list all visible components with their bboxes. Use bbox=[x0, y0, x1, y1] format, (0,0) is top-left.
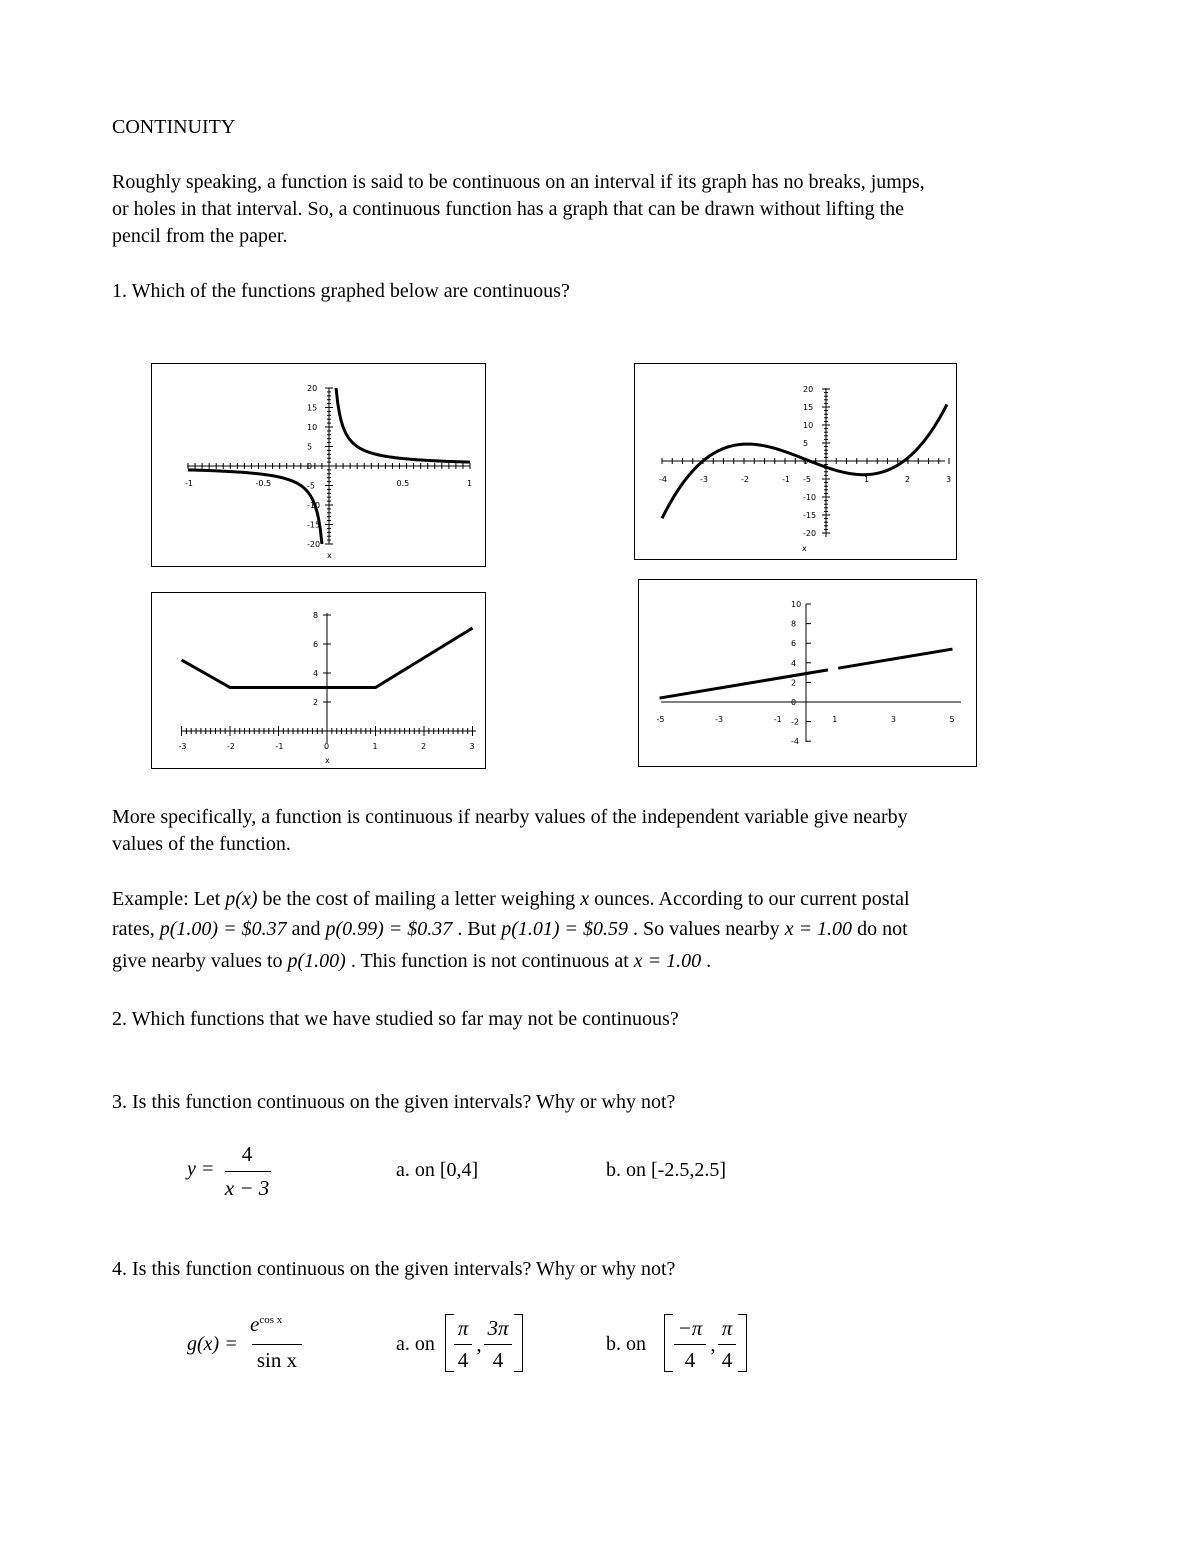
y-tick-label: 2 bbox=[791, 678, 797, 688]
math-x: x bbox=[580, 888, 590, 910]
x-tick-label: -3 bbox=[178, 742, 187, 751]
x-tick-label: 3 bbox=[946, 475, 952, 484]
y-tick-label: 0 bbox=[791, 698, 797, 707]
example-text: do not bbox=[852, 918, 908, 940]
q4a-n1: π bbox=[457, 1316, 469, 1340]
y-tick-label: 6 bbox=[313, 640, 319, 649]
x-tick-label: -0.5 bbox=[255, 479, 272, 488]
y-tick-label: 5 bbox=[307, 442, 313, 452]
q4b-right-bracket bbox=[738, 1314, 747, 1372]
x-tick-label: -3 bbox=[700, 475, 708, 484]
q4a-d1: 4 bbox=[457, 1348, 469, 1372]
more-line-1: More specifically, a function is continuous if nearby values of the independent variable give nearby bbox=[112, 806, 908, 828]
q3-interval-b: b. on [-2.5,2.5] bbox=[606, 1159, 726, 1181]
line-segment-right bbox=[838, 649, 952, 668]
y-tick-label: -15 bbox=[307, 520, 321, 530]
y-tick-label: 10 bbox=[803, 421, 814, 430]
graph-cubic bbox=[634, 363, 957, 560]
example-text: ounces. According to our current postal bbox=[589, 888, 910, 910]
x-tick-label: 1 bbox=[832, 715, 838, 724]
question-2: 2. Which functions that we have studied so far may not be continuous? bbox=[112, 1008, 679, 1030]
q4a-d2: 4 bbox=[492, 1348, 504, 1372]
example-line-3 bbox=[112, 948, 711, 975]
y-tick-label: -10 bbox=[803, 493, 817, 502]
q4-numerator bbox=[250, 1312, 304, 1337]
y-tick-label: 2 bbox=[313, 698, 319, 707]
x-tick-label: -1 bbox=[773, 715, 782, 724]
graph-piecewise-svg bbox=[152, 593, 485, 768]
more-line-2: values of the function. bbox=[112, 833, 291, 855]
q4-denominator: sin x bbox=[256, 1348, 298, 1372]
q4a-bar2 bbox=[484, 1344, 512, 1345]
q3-interval-a: a. on [0,4] bbox=[396, 1159, 479, 1181]
y-tick-label: 4 bbox=[791, 658, 797, 668]
question-4: 4. Is this function continuous on the given intervals? Why or why not? bbox=[112, 1258, 676, 1280]
y-tick-label: 8 bbox=[313, 611, 319, 620]
example-text: and bbox=[286, 918, 326, 940]
math-p-1-00: p(1.00) = $0.37 bbox=[159, 918, 287, 940]
q3-fraction-bar bbox=[225, 1171, 271, 1172]
page-title: CONTINUITY bbox=[112, 116, 236, 138]
example-text: give nearby values to bbox=[112, 950, 288, 972]
y-tick-label: -20 bbox=[307, 540, 321, 549]
x-tick-label: 2 bbox=[421, 742, 427, 751]
example-text: . So values nearby bbox=[628, 918, 785, 940]
q3-lhs: y = bbox=[187, 1158, 215, 1180]
y-tick-label: 8 bbox=[791, 619, 797, 629]
y-tick-label: 20 bbox=[307, 384, 318, 393]
x-tick-label: -2 bbox=[227, 742, 235, 751]
math-x-equals: x = 1.00 bbox=[784, 918, 853, 940]
x-tick-label: 3 bbox=[890, 715, 896, 724]
q4b-comma: , bbox=[710, 1332, 716, 1356]
y-tick-label: -2 bbox=[791, 717, 799, 727]
graph-cubic-svg bbox=[635, 364, 956, 559]
graph-hyperbola bbox=[151, 363, 486, 567]
q4a-bar1 bbox=[454, 1344, 472, 1345]
graph-piecewise bbox=[151, 592, 486, 769]
math-p-0-99: p(0.99) = $0.37 bbox=[325, 918, 453, 940]
x-tick-label: 1 bbox=[467, 479, 473, 488]
example-text: . But bbox=[452, 918, 502, 940]
x-tick-label: -2 bbox=[741, 475, 749, 484]
x-tick-label: 1 bbox=[864, 475, 870, 484]
y-tick-label: 5 bbox=[803, 439, 809, 448]
x-axis-label: x bbox=[325, 756, 330, 765]
q4a-n2: 3π bbox=[487, 1316, 509, 1340]
q4-num-base: e bbox=[250, 1312, 260, 1336]
q4-num-exponent: cos x bbox=[259, 1314, 283, 1326]
y-tick-label: -4 bbox=[791, 737, 799, 747]
example-text: be the cost of mailing a letter weighing bbox=[257, 888, 581, 910]
graph-line-with-gap bbox=[638, 579, 977, 767]
graph-line-with-gap-svg bbox=[639, 580, 976, 766]
y-tick-label: 0 bbox=[803, 457, 809, 466]
q4b-label: b. on bbox=[606, 1333, 646, 1355]
y-tick-label: -10 bbox=[307, 501, 321, 510]
x-tick-label: -1 bbox=[782, 475, 790, 484]
example-text: rates, bbox=[112, 918, 160, 940]
y-tick-label: 6 bbox=[791, 639, 797, 649]
y-tick-label: 4 bbox=[313, 669, 319, 678]
x-axis-label: x bbox=[327, 551, 332, 560]
x-tick-label: 0.5 bbox=[396, 479, 410, 488]
x-tick-label: 3 bbox=[469, 742, 475, 751]
example-line-2 bbox=[112, 916, 908, 943]
y-tick-label: 15 bbox=[803, 403, 814, 412]
y-tick-label: -20 bbox=[803, 529, 817, 538]
q4b-bar2 bbox=[718, 1344, 736, 1345]
q4-lhs: g(x) = bbox=[187, 1333, 238, 1355]
q4b-d2: 4 bbox=[721, 1348, 733, 1372]
intro-line-3: pencil from the paper. bbox=[112, 225, 288, 247]
x-tick-label: 0 bbox=[324, 742, 330, 751]
y-tick-label: 0 bbox=[307, 462, 313, 471]
x-tick-label: 5 bbox=[949, 715, 955, 724]
y-tick-label: 10 bbox=[791, 600, 802, 609]
question-3: 3. Is this function continuous on the given intervals? Why or why not? bbox=[112, 1091, 676, 1113]
q4b-bar1 bbox=[674, 1344, 706, 1345]
q4a-comma: , bbox=[476, 1332, 482, 1356]
math-p-1-00: p(1.00) bbox=[287, 950, 346, 972]
x-tick-label: -1 bbox=[185, 479, 193, 488]
example-text: . bbox=[701, 950, 712, 972]
y-tick-label: -15 bbox=[803, 511, 817, 520]
example-line-1 bbox=[112, 886, 910, 913]
q3-numerator: 4 bbox=[241, 1142, 253, 1166]
q4b-n2: π bbox=[721, 1316, 733, 1340]
q4a-right-bracket bbox=[514, 1314, 523, 1372]
x-tick-label: -3 bbox=[715, 715, 724, 724]
x-tick-label: -5 bbox=[656, 715, 665, 724]
y-tick-label: -5 bbox=[307, 481, 315, 491]
x-tick-label: 2 bbox=[905, 475, 911, 484]
q4a-label: a. on bbox=[396, 1333, 435, 1355]
y-tick-label: 15 bbox=[307, 403, 318, 413]
x-axis-label: x bbox=[802, 544, 807, 553]
math-x-equals: x = 1.00 bbox=[633, 950, 702, 972]
y-tick-label: 10 bbox=[307, 423, 318, 432]
y-tick-label: 20 bbox=[803, 385, 814, 394]
math-p-1-01: p(1.01) = $0.59 bbox=[501, 918, 629, 940]
intro-line-2: or holes in that interval. So, a continuous function has a graph that can be drawn without lifting the bbox=[112, 198, 905, 220]
y-tick-label: -5 bbox=[803, 475, 811, 484]
question-1: 1. Which of the functions graphed below are continuous? bbox=[112, 280, 570, 302]
q4b-n1: −π bbox=[677, 1316, 703, 1340]
example-lead: Example: Let bbox=[112, 888, 226, 910]
curve-right-branch bbox=[336, 388, 470, 462]
q4-fraction-bar bbox=[252, 1344, 302, 1345]
x-tick-label: -4 bbox=[659, 475, 667, 484]
q4b-d1: 4 bbox=[684, 1348, 696, 1372]
q3-denominator: x − 3 bbox=[224, 1176, 270, 1200]
example-text: . This function is not continuous at bbox=[345, 950, 634, 972]
line-segment-left bbox=[660, 670, 828, 698]
math-p-of-x: p(x) bbox=[225, 888, 258, 910]
intro-line-1: Roughly speaking, a function is said to be continuous on an interval if its graph has no breaks, jumps, bbox=[112, 171, 925, 193]
x-tick-label: 1 bbox=[372, 742, 378, 751]
x-tick-label: -1 bbox=[275, 742, 284, 751]
graph-hyperbola-svg bbox=[152, 364, 485, 566]
